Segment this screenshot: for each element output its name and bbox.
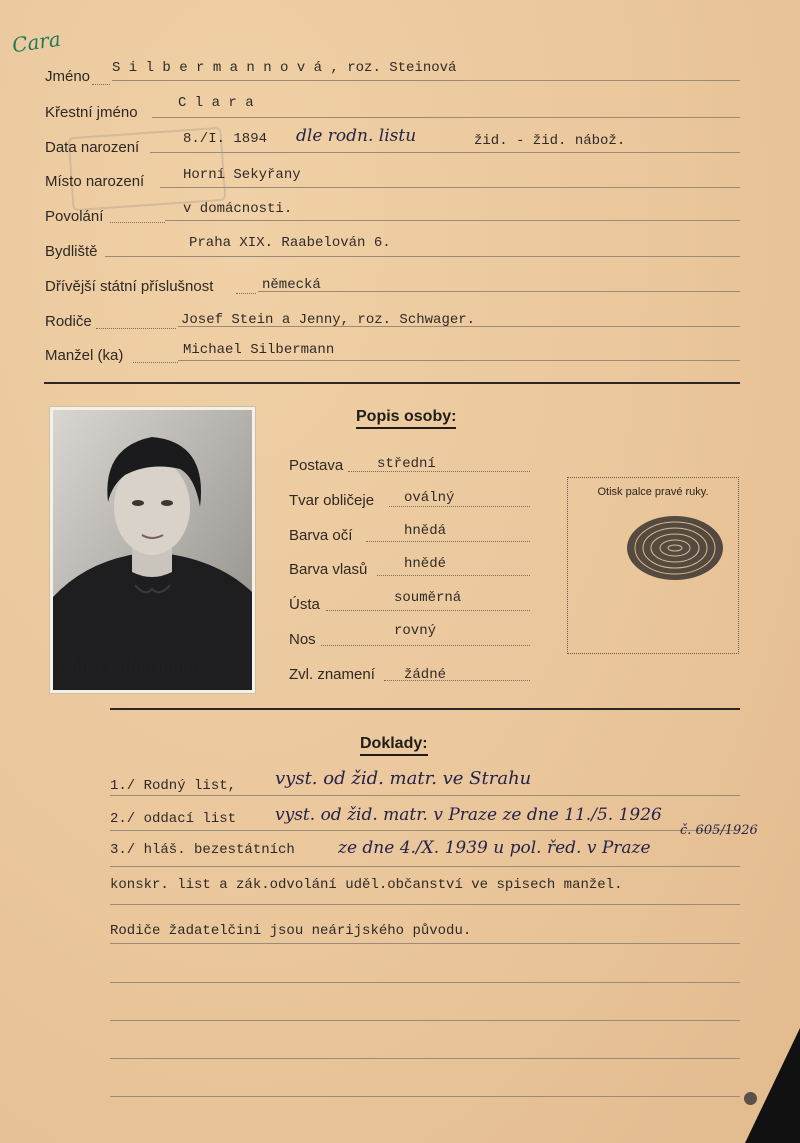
value-data-extra: žid. - žid. nábož. [474,133,626,149]
value-znameni: žádné [404,667,447,683]
value-postava: střední [377,456,436,472]
label-jmeno: Jméno [45,68,91,85]
portrait-photo [50,407,255,693]
punch-hole [744,1092,757,1105]
label-vlasu: Barva vlasů [289,561,368,578]
value-data: 8./I. 1894 [183,131,268,147]
photo-signature: Clara Silbermann [58,657,202,676]
hand-data: dle rodn. listu [296,126,417,146]
value-tvar: oválný [404,490,455,506]
thumbprint-icon [623,510,733,585]
label-manzel: Manžel (ka) [45,347,124,364]
label-povolani: Povolání [45,208,104,225]
label-drivejsi: Dřívější státní příslušnost [45,278,214,295]
portrait-image [50,407,255,693]
section-divider-2 [110,708,740,710]
value-bydliste: Praha XIX. Raabelován 6. [189,235,391,251]
label-misto: Místo narození [45,173,145,190]
section-divider-1 [44,382,740,384]
doklady-row-4-typed: konskr. list a zák.odvolání uděl.občanství ve spisech manžel. [110,877,623,893]
value-krestni: C l a r a [178,95,254,111]
doklady-row-2-hand: vyst. od žid. matr. v Praze ze dne 11./5. 1926 [275,805,662,825]
value-rodice: Josef Stein a Jenny, roz. Schwager. [181,312,476,328]
value-jmeno: S i l b e r m a n n o v á , roz. Steinová [112,60,457,76]
value-manzel: Michael Silbermann [183,342,335,358]
value-misto: Horní Sekyřany [183,167,301,183]
doklady-row-1-hand: vyst. od žid. matr. ve Strahu [275,768,532,789]
doklady-row-5-typed: Rodiče žadatelčini jsou neárijského původu. [110,923,472,939]
value-nos: rovný [394,623,437,639]
popis-heading: Popis osoby: [356,408,456,429]
thumbprint-label: Otisk palce pravé ruky. [597,486,709,498]
label-krestni: Křestní jméno [45,104,138,121]
torn-corner [745,1028,800,1143]
value-oci: hnědá [404,523,447,539]
value-drivejsi: německá [262,277,321,293]
doklady-heading: Doklady: [360,735,428,756]
doklady-row-3-note: č. 605/1926 [680,823,758,838]
doklady-row-1-typed: 1./ Rodný list, [110,778,237,794]
doklady-row-3-hand: ze dne 4./X. 1939 u pol. řed. v Praze [338,838,651,858]
margin-note: Cara [10,26,63,58]
label-usta: Ústa [289,596,320,613]
label-bydliste: Bydliště [45,243,98,260]
label-oci: Barva očí [289,527,353,544]
doklady-row-3-typed: 3./ hláš. bezestátních [110,842,295,858]
value-usta: souměrná [394,590,462,606]
thumbprint-box [567,477,739,654]
label-znameni: Zvl. znamení [289,666,375,683]
value-povolani: v domácnosti. [183,201,293,217]
doklady-row-2-typed: 2./ oddací list [110,811,237,827]
label-nos: Nos [289,631,316,648]
label-data: Data narození [45,139,140,156]
label-postava: Postava [289,457,344,474]
label-rodice: Rodiče [45,313,92,330]
label-tvar: Tvar obličeje [289,492,375,509]
value-vlasu: hnědé [404,556,447,572]
